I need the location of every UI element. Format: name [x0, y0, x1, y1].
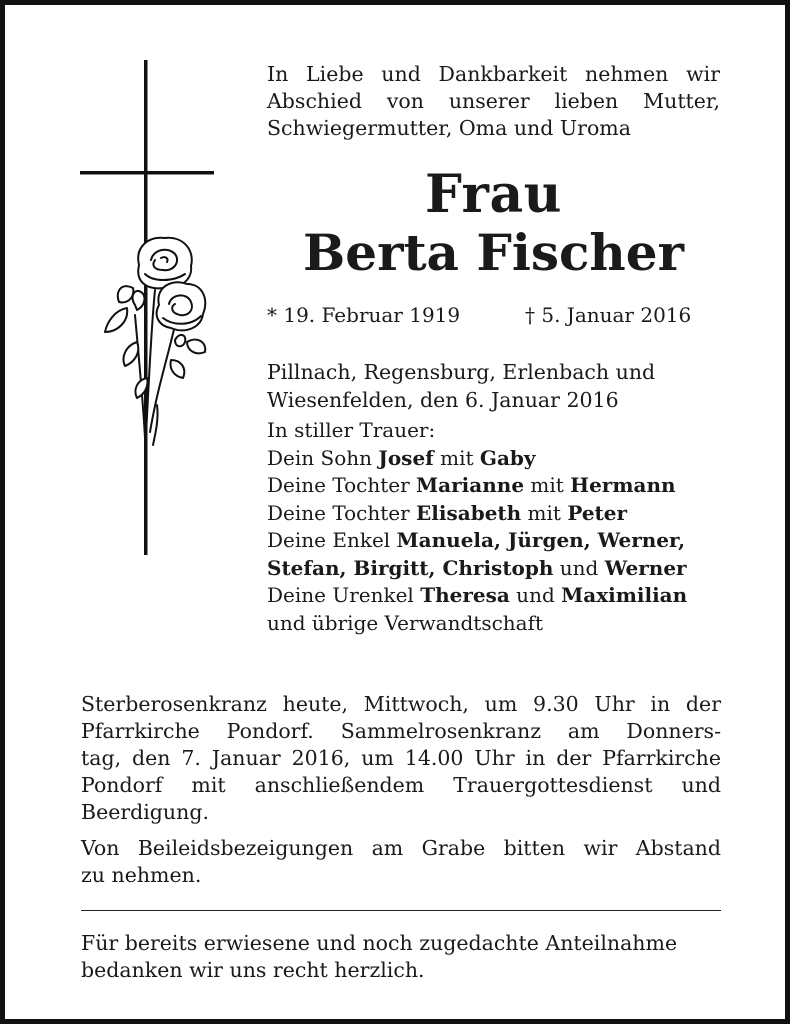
mourner-row	[267, 555, 727, 583]
thanks-line: Für bereits erwiesene und noch zugedachte Anteilnahme	[81, 931, 678, 955]
mourner-name: Manuela, Jürgen, Werner,	[396, 528, 686, 552]
service-line: Pfarrkirche Pondorf. Sammelrosenkranz am Donners-	[81, 719, 721, 743]
mourners-list	[267, 417, 727, 637]
place-line: Wiesenfelden, den 6. Januar 2016	[267, 388, 619, 412]
full-name: Berta Fischer	[303, 223, 684, 282]
mourner-relation: und	[553, 555, 605, 580]
mourner-row	[267, 610, 727, 638]
mourner-relation: mit	[521, 500, 568, 525]
service-line: tag, den 7. Januar 2016, um 14.00 Uhr in der Pfarrkirche	[81, 746, 721, 770]
condolence-line: Von Beileidsbezeigungen am Grabe bitten wir Abstand	[81, 836, 721, 860]
death-date: † 5. Januar 2016	[525, 303, 692, 327]
mourner-relation: Deine Tochter	[267, 500, 417, 525]
service-line: Beerdigung.	[81, 800, 209, 824]
service-line: Sterberosenkranz heute, Mittwoch, um 9.30 Uhr in der	[81, 692, 721, 716]
intro-text	[267, 61, 720, 142]
cross-with-roses	[75, 60, 220, 555]
mourner-row	[267, 582, 727, 610]
birth-date: * 19. Februar 1919	[267, 303, 461, 327]
condolence-line: zu nehmen.	[81, 863, 202, 887]
service-line: Pondorf mit anschließendem Trauergottesdienst und	[81, 773, 721, 797]
rose-bouquet-icon	[105, 238, 205, 445]
mourner-name: Hermann	[570, 473, 676, 497]
deceased-name	[267, 165, 720, 283]
salutation: Frau	[425, 164, 562, 225]
mourner-relation: und übrige Verwandtschaft	[267, 610, 544, 635]
thanks-text	[81, 930, 721, 984]
mourner-name: Stefan, Birgitt, Christoph	[267, 555, 554, 580]
mourner-row	[267, 527, 727, 555]
intro-line: Schwiegermutter, Oma und Uroma	[267, 116, 631, 140]
mourner-name: Theresa	[420, 583, 510, 607]
mourner-name: Werner	[604, 555, 687, 580]
mourner-name: Elisabeth	[416, 500, 522, 525]
mourner-name: Marianne	[416, 473, 525, 497]
mourner-relation: Deine Tochter	[267, 473, 417, 497]
service-info	[81, 691, 721, 889]
mourner-relation: mit	[433, 445, 480, 470]
mourner-name: Josef	[378, 445, 434, 470]
mourner-name: Maximilian	[561, 583, 688, 607]
mourner-relation: und	[509, 583, 562, 607]
place-and-date	[267, 358, 720, 414]
mourner-row	[267, 472, 727, 500]
intro-line: Abschied von unserer lieben Mutter,	[267, 89, 720, 113]
divider	[81, 910, 721, 911]
place-line: Pillnach, Regensburg, Erlenbach und	[267, 360, 656, 384]
mourner-relation: Deine Enkel	[267, 528, 397, 552]
mourner-name: Peter	[567, 500, 628, 525]
intro-line: In Liebe und Dankbarkeit nehmen wir	[267, 62, 720, 86]
mourners-heading: In stiller Trauer:	[267, 418, 436, 442]
service-paragraph	[81, 691, 721, 826]
mourner-relation: Dein Sohn	[267, 445, 379, 470]
mourner-row	[267, 500, 727, 528]
thanks-line: bedanken wir uns recht herzlich.	[81, 958, 425, 982]
mourner-rows	[267, 445, 727, 638]
mourner-row	[267, 445, 727, 473]
mourner-name: Gaby	[479, 445, 536, 470]
mourner-relation: mit	[524, 473, 571, 497]
mourner-relation: Deine Urenkel	[267, 583, 421, 607]
life-dates	[267, 301, 717, 329]
condolence-paragraph	[81, 835, 721, 889]
